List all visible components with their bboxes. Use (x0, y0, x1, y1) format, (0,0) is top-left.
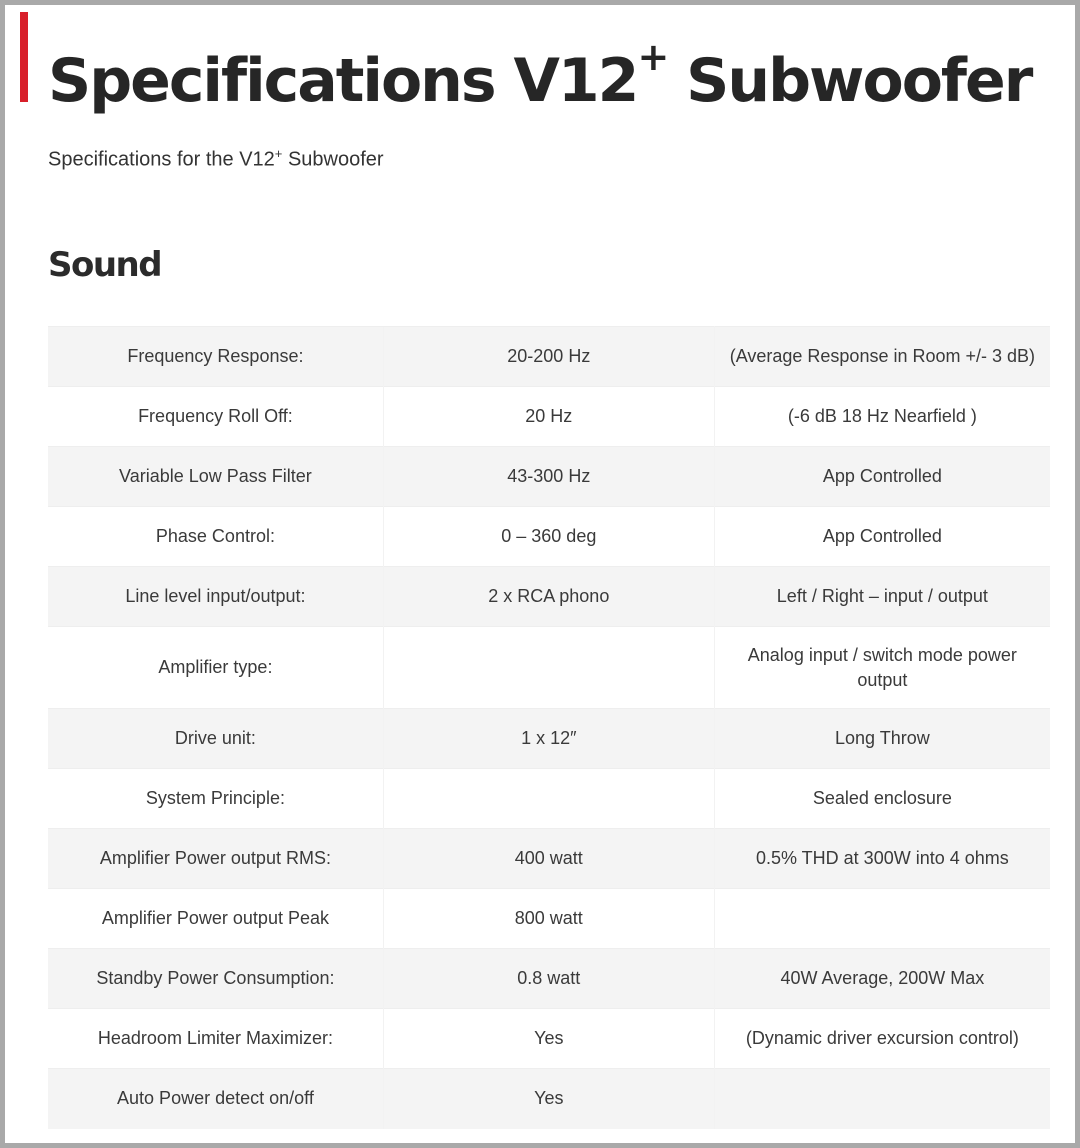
spec-note: App Controlled (714, 507, 1050, 567)
spec-label: Phase Control: (48, 507, 383, 567)
table-row (48, 627, 1050, 709)
spec-label: Variable Low Pass Filter (48, 447, 383, 507)
spec-value (383, 627, 714, 709)
table-row (48, 447, 1050, 507)
spec-label: Frequency Roll Off: (48, 387, 383, 447)
spec-label: System Principle: (48, 769, 383, 829)
spec-note (714, 1069, 1050, 1129)
spec-note: Long Throw (714, 709, 1050, 769)
spec-label: Drive unit: (48, 709, 383, 769)
page-title-prefix: Specifications V12 (48, 46, 638, 116)
spec-value: 800 watt (383, 889, 714, 949)
spec-label: Standby Power Consumption: (48, 949, 383, 1009)
spec-label: Auto Power detect on/off (48, 1069, 383, 1129)
table-row (48, 507, 1050, 567)
table-row (48, 1009, 1050, 1069)
section-heading-sound: Sound (48, 245, 162, 285)
spec-value: Yes (383, 1069, 714, 1129)
subtitle-prefix: Specifications for the V12 (48, 148, 275, 171)
spec-value: 43-300 Hz (383, 447, 714, 507)
spec-value: 400 watt (383, 829, 714, 889)
spec-table (48, 326, 1050, 1129)
subtitle-plus: + (274, 146, 283, 161)
page-title-plus: + (637, 35, 668, 79)
spec-label: Line level input/output: (48, 567, 383, 627)
spec-note: Left / Right – input / output (714, 567, 1050, 627)
spec-value: 0 – 360 deg (383, 507, 714, 567)
spec-note: Analog input / switch mode power output (714, 627, 1050, 709)
table-row (48, 1069, 1050, 1129)
spec-value (383, 769, 714, 829)
page-title (48, 22, 1031, 126)
spec-note: (-6 dB 18 Hz Nearfield ) (714, 387, 1050, 447)
spec-value: 2 x RCA phono (383, 567, 714, 627)
table-row (48, 387, 1050, 447)
spec-value: 20 Hz (383, 387, 714, 447)
spec-note: App Controlled (714, 447, 1050, 507)
table-row (48, 829, 1050, 889)
table-row (48, 889, 1050, 949)
table-row (48, 769, 1050, 829)
spec-note: Sealed enclosure (714, 769, 1050, 829)
spec-value: 20-200 Hz (383, 327, 714, 387)
table-row (48, 949, 1050, 1009)
spec-value: 1 x 12″ (383, 709, 714, 769)
spec-value: 0.8 watt (383, 949, 714, 1009)
page-title-suffix: Subwoofer (667, 46, 1032, 116)
spec-note: (Average Response in Room +/- 3 dB) (714, 327, 1050, 387)
spec-label: Amplifier Power output Peak (48, 889, 383, 949)
table-row (48, 567, 1050, 627)
spec-value: Yes (383, 1009, 714, 1069)
spec-note: 0.5% THD at 300W into 4 ohms (714, 829, 1050, 889)
spec-label: Frequency Response: (48, 327, 383, 387)
spec-note: (Dynamic driver excursion control) (714, 1009, 1050, 1069)
spec-label: Headroom Limiter Maximizer: (48, 1009, 383, 1069)
title-accent-bar (20, 12, 28, 102)
spec-label: Amplifier type: (48, 627, 383, 709)
table-row (48, 709, 1050, 769)
subtitle-suffix: Subwoofer (282, 148, 384, 171)
spec-note: 40W Average, 200W Max (714, 949, 1050, 1009)
spec-label: Amplifier Power output RMS: (48, 829, 383, 889)
page-subtitle (48, 146, 384, 172)
spec-note (714, 889, 1050, 949)
table-row (48, 327, 1050, 387)
